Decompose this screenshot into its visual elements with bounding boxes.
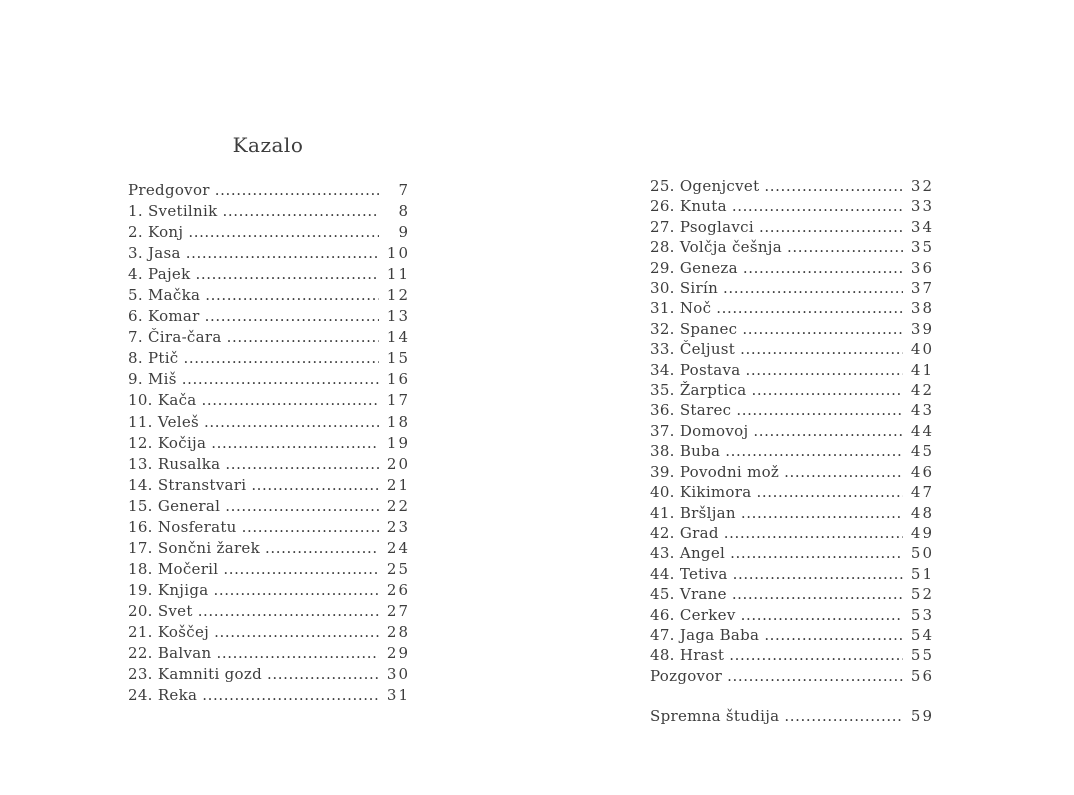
toc-entry [128, 201, 408, 222]
toc-entry-page: 8 [398, 202, 410, 221]
toc-leader-dots [784, 706, 903, 726]
toc-leader-dots [741, 605, 903, 625]
toc-entry-label: 43. Angel [650, 544, 726, 563]
toc-leader-dots [211, 433, 379, 454]
toc-entry [650, 503, 932, 523]
toc-entry [128, 348, 408, 369]
toc-leader-dots [746, 360, 903, 380]
toc-leader-dots [784, 462, 903, 482]
toc-entry [128, 180, 408, 201]
toc-leader-dots [198, 601, 379, 622]
toc-leader-dots [724, 523, 903, 543]
toc-leader-dots [727, 666, 903, 686]
toc-entry-label: 17. Sončni žarek [128, 538, 260, 557]
toc-entry-page: 16 [386, 370, 410, 389]
toc-leader-dots [740, 339, 903, 359]
toc-leader-dots [716, 298, 903, 318]
toc-entry [650, 645, 932, 665]
toc-leader-dots [741, 503, 903, 523]
toc-entry-page: 21 [386, 475, 410, 494]
toc-entry [128, 496, 408, 517]
toc-entry [128, 559, 408, 580]
toc-entry-label: 45. Vrane [650, 585, 727, 604]
toc-entry-page: 34 [910, 217, 934, 236]
toc-entry [128, 285, 408, 306]
toc-entry-page: 20 [386, 454, 410, 473]
toc-entry-label: 23. Kamniti gozd [128, 665, 262, 684]
toc-entry-page: 56 [910, 666, 934, 685]
toc-entry [650, 278, 932, 298]
toc-leader-dots [225, 496, 379, 517]
toc-entry-page: 22 [386, 496, 410, 515]
toc-entry [650, 666, 932, 686]
toc-leader-dots [764, 176, 903, 196]
toc-entry-page: 41 [910, 360, 934, 379]
toc-entry-label: 27. Psoglavci [650, 217, 754, 236]
toc-entry-page: 52 [910, 585, 934, 604]
toc-entry [650, 441, 932, 461]
toc-entry-page: 32 [910, 177, 934, 195]
toc-entry-label: 40. Kikimora [650, 483, 752, 502]
toc-leader-dots [205, 285, 379, 306]
toc-entry-label: 13. Rusalka [128, 454, 221, 473]
toc-entry [128, 306, 408, 327]
toc-leader-dots [205, 306, 379, 327]
toc-entry-label: 16. Nosferatu [128, 517, 237, 536]
toc-entry [128, 580, 408, 601]
toc-entry [650, 380, 932, 400]
toc-entry-label: 3. Jasa [128, 244, 181, 263]
toc-leader-dots [227, 327, 379, 348]
toc-leader-dots [223, 559, 379, 580]
toc-column-left [128, 180, 408, 706]
toc-entry [128, 369, 408, 390]
toc-entry [128, 222, 408, 243]
toc-entry-label: 48. Hrast [650, 646, 725, 665]
toc-entry-page: 49 [910, 523, 934, 542]
toc-entry-label: 37. Domovoj [650, 421, 749, 440]
toc-entry [650, 319, 932, 339]
toc-entry-label: 29. Geneza [650, 258, 738, 277]
toc-entry-page: 17 [386, 391, 410, 410]
toc-leader-dots [732, 196, 903, 216]
toc-leader-dots [242, 517, 379, 538]
toc-entry [650, 421, 932, 441]
toc-leader-dots [730, 543, 903, 563]
toc-leader-dots [202, 390, 379, 411]
toc-entry-page: 55 [910, 646, 934, 665]
toc-entry-page: 44 [910, 421, 934, 440]
toc-entry [650, 564, 932, 584]
toc-entry [128, 517, 408, 538]
toc-entry-page: 14 [386, 328, 410, 347]
toc-entry-label: 46. Cerkev [650, 605, 736, 624]
toc-leader-dots [733, 564, 903, 584]
toc-leader-dots [204, 412, 379, 433]
toc-entry-label: Spremna študija [650, 707, 780, 726]
toc-entry-page: 15 [386, 349, 410, 368]
toc-entry [128, 475, 408, 496]
toc-entry-label: 33. Čeljust [650, 340, 736, 359]
toc-entry-page: 38 [910, 299, 934, 318]
toc-entry [650, 237, 932, 257]
toc-entry-label: 35. Žarptica [650, 381, 747, 400]
toc-leader-dots [736, 400, 903, 420]
toc-leader-dots [213, 580, 379, 601]
toc-entry [650, 706, 932, 726]
toc-entry-label: Predgovor [128, 181, 210, 199]
toc-entry [650, 625, 932, 645]
toc-entry [650, 339, 932, 359]
toc-leader-dots [214, 622, 379, 643]
toc-entry-label: 28. Volčja češnja [650, 238, 782, 257]
toc-entry [650, 196, 932, 216]
toc-entry-label: 11. Veleš [128, 412, 200, 431]
toc-entry-page: 25 [386, 559, 410, 578]
toc-entry-label: 42. Grad [650, 523, 719, 542]
toc-leader-dots [753, 421, 903, 441]
toc-entry-label: 10. Kača [128, 391, 197, 410]
toc-entry-page: 39 [910, 319, 934, 338]
toc-entry-page: 45 [910, 442, 934, 461]
toc-entry-label: 26. Knuta [650, 197, 727, 216]
toc-leader-dots [742, 319, 903, 339]
toc-leader-dots [759, 217, 903, 237]
toc-entry-page: 59 [910, 707, 934, 726]
toc-entry [650, 258, 932, 278]
toc-entry [128, 601, 408, 622]
toc-entry-page: 26 [386, 580, 410, 599]
toc-entry [128, 327, 408, 348]
toc-entry-page: 23 [386, 517, 410, 536]
toc-entry-label: 5. Mačka [128, 286, 201, 305]
toc-leader-dots [752, 380, 903, 400]
toc-entry-page: 35 [910, 238, 934, 257]
toc-leader-dots [225, 454, 379, 475]
toc-entry-label: 44. Tetiva [650, 564, 728, 583]
toc-entry [650, 605, 932, 625]
toc-leader-dots [222, 201, 379, 222]
toc-entry-page: 11 [386, 265, 410, 284]
toc-entry-page: 47 [910, 483, 934, 502]
toc-entry-label: 38. Buba [650, 442, 721, 461]
toc-entry-label: 12. Kočija [128, 433, 207, 452]
toc-entry-label: 7. Čira-čara [128, 328, 222, 347]
toc-entry-label: 30. Sirín [650, 279, 719, 298]
toc-entry-page: 30 [386, 665, 410, 684]
toc-entry-label: 15. General [128, 496, 221, 515]
toc-entry-label: 4. Pajek [128, 265, 191, 284]
toc-entry-page: 54 [910, 625, 934, 644]
toc-entry-label: 36. Starec [650, 401, 732, 420]
toc-entry-page: 10 [386, 244, 410, 263]
toc-entry-page: 37 [910, 279, 934, 298]
toc-entry-page: 18 [386, 412, 410, 431]
toc-entry-label: 20. Svet [128, 601, 193, 620]
toc-entry [128, 390, 408, 411]
toc-entry [128, 433, 408, 454]
toc-entry-label: 32. Spanec [650, 319, 738, 338]
toc-entry-page: 36 [910, 258, 934, 277]
toc-leader-dots [723, 278, 903, 298]
toc-column-right [650, 176, 932, 727]
toc-leader-dots [725, 441, 903, 461]
toc-entry-page: 51 [910, 564, 934, 583]
toc-entry [650, 482, 932, 502]
toc-entry-page: 19 [386, 433, 410, 452]
toc-leader-dots [182, 369, 379, 390]
toc-entry [128, 243, 408, 264]
toc-entry [128, 664, 408, 685]
toc-entry-label: 34. Postava [650, 360, 741, 379]
toc-entry-label: Pozgovor [650, 666, 723, 685]
toc-entry [650, 360, 932, 380]
toc-leader-dots [216, 643, 379, 664]
toc-leader-dots [732, 584, 903, 604]
toc-entry-page: 28 [386, 622, 410, 641]
toc-entry [128, 538, 408, 559]
toc-leader-dots [251, 475, 379, 496]
toc-entry-page: 29 [386, 644, 410, 663]
toc-entry-page: 46 [910, 462, 934, 481]
toc-entry-label: 25. Ogenjcvet [650, 177, 760, 195]
page-title: Kazalo [232, 133, 304, 157]
toc-entry-label: 1. Svetilnik [128, 202, 218, 221]
toc-leader-dots [787, 237, 903, 257]
toc-entry-page: 24 [386, 538, 410, 557]
toc-entry [128, 412, 408, 433]
toc-entry [128, 622, 408, 643]
toc-entry-label: 39. Povodni mož [650, 462, 780, 481]
toc-leader-dots [743, 258, 903, 278]
toc-leader-dots [756, 482, 903, 502]
toc-entry [650, 543, 932, 563]
toc-entry [128, 685, 408, 706]
toc-leader-dots [729, 645, 903, 665]
toc-entry-page: 48 [910, 503, 934, 522]
toc-entry-page: 9 [398, 223, 410, 242]
toc-entry [650, 400, 932, 420]
toc-leader-dots [195, 264, 379, 285]
toc-entry [128, 643, 408, 664]
toc-entry-label: 24. Reka [128, 686, 198, 705]
toc-leader-dots [186, 243, 379, 264]
toc-entry-label: 9. Miš [128, 370, 177, 389]
toc-entry [128, 264, 408, 285]
toc-entry [650, 584, 932, 604]
toc-entry-page: 13 [386, 307, 410, 326]
toc-entry-page: 27 [386, 601, 410, 620]
toc-entry-page: 43 [910, 401, 934, 420]
toc-leader-dots [202, 685, 379, 706]
toc-entry [650, 523, 932, 543]
toc-entry-label: 6. Komar [128, 307, 200, 326]
toc-entry-page: 12 [386, 286, 410, 305]
toc-leader-dots [265, 538, 379, 559]
toc-entry-page: 42 [910, 381, 934, 400]
toc-entry-page: 40 [910, 340, 934, 359]
toc-entry-label: 19. Knjiga [128, 580, 209, 599]
toc-entry-page: 33 [910, 197, 934, 216]
toc-entry [650, 462, 932, 482]
toc-entry [128, 454, 408, 475]
toc-entry-label: 2. Konj [128, 223, 184, 242]
toc-entry-label: 8. Ptič [128, 349, 179, 368]
toc-entry-label: 14. Stranstvari [128, 475, 247, 494]
toc-entry [650, 298, 932, 318]
toc-entry-label: 22. Balvan [128, 644, 212, 663]
toc-leader-dots [188, 222, 379, 243]
toc-entry [650, 176, 932, 196]
toc-leader-dots [267, 664, 379, 685]
toc-entry-label: 41. Bršljan [650, 503, 736, 522]
toc-entry-label: 21. Koščej [128, 622, 210, 641]
toc-entry-page: 7 [398, 181, 410, 199]
toc-entry-page: 50 [910, 544, 934, 563]
toc-leader-dots [184, 348, 380, 369]
toc-entry-label: 18. Močeril [128, 559, 219, 578]
toc-leader-dots [764, 625, 903, 645]
toc-entry-page: 31 [386, 686, 410, 705]
toc-entry-page: 53 [910, 605, 934, 624]
toc-leader-dots [215, 180, 379, 201]
toc-entry [650, 217, 932, 237]
toc-entry-label: 47. Jaga Baba [650, 625, 760, 644]
toc-entry-label: 31. Noč [650, 299, 712, 318]
